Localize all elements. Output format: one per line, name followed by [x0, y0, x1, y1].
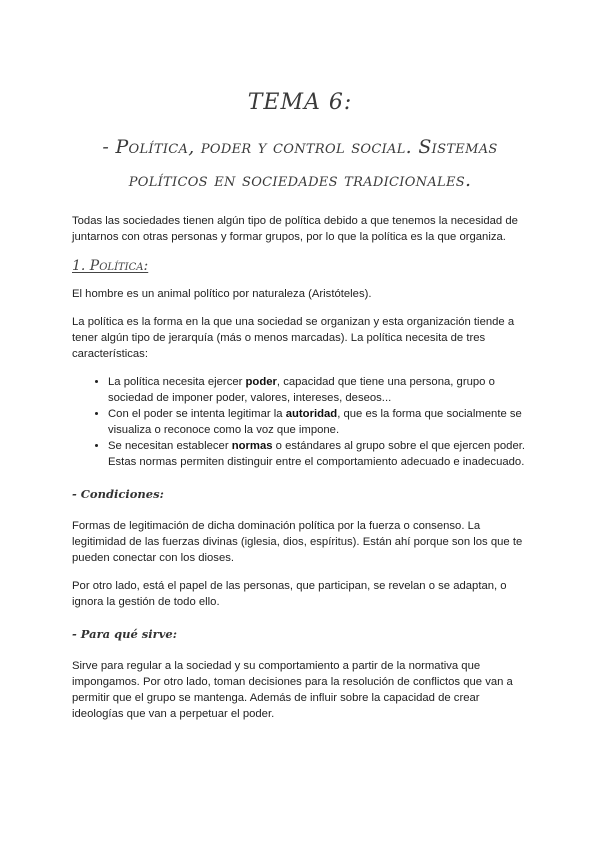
characteristics-list	[72, 374, 528, 470]
page-subtitle: - Política, poder y control social. Sistemas políticos en sociedades tradicionales.	[102, 136, 498, 191]
intro-paragraph: Todas las sociedades tienen algún tipo de política debido a que tenemos la necesidad de juntarnos con otras personas y formar grupos, por lo que la política es la que organiza.	[72, 215, 518, 243]
paragraph-papel-personas: Por otro lado, está el papel de las personas, que participan, se revelan o se adaptan, o ignora la gestión de todo ello.	[72, 580, 507, 608]
section-heading-politica: 1. Política:	[72, 258, 149, 274]
paragraph-politica-definicion: La política es la forma en la que una sociedad se organizan y esta organización tiende a tener algún tipo de jerarquía (más o menos marcadas). La política necesita de tres características:	[72, 316, 515, 360]
subheading-para-que-sirve: - Para qué sirve:	[72, 627, 177, 641]
paragraph-regulacion: Sirve para regular a la sociedad y su comportamiento a partir de la normativa que impongamos. Por otro lado, toman decisiones para la resolución de conflictos que van a permitir que el grupo se mantenga. Además de influir sobre la capacidad de crear ideologías que van a perpetuar el poder.	[72, 660, 513, 720]
page-title: TEMA 6:	[247, 90, 353, 115]
list-item: • Con el poder se intenta legitimar la autoridad, que es la forma que socialmente se visualiza o reconoce como la voz que impone.	[108, 406, 528, 438]
list-item: • Se necesitan establecer normas o estándares al grupo sobre el que ejercen poder. Estas normas permiten distinguir entre el comportamiento adecuado e inadecuado.	[108, 438, 528, 470]
list-item: • La política necesita ejercer poder, capacidad que tiene una persona, grupo o sociedad de imponer poder, valores, intereses, deseos...	[108, 374, 528, 406]
paragraph-legitimacion: Formas de legitimación de dicha dominación política por la fuerza o consenso. La legitimidad de las fuerzas divinas (iglesia, dios, espíritus). Están ahí porque son los que te pueden conectar con los dioses.	[72, 520, 523, 564]
paragraph-aristoteles: El hombre es un animal político por naturaleza (Aristóteles).	[72, 288, 372, 300]
subheading-condiciones: - Condiciones:	[72, 487, 164, 501]
